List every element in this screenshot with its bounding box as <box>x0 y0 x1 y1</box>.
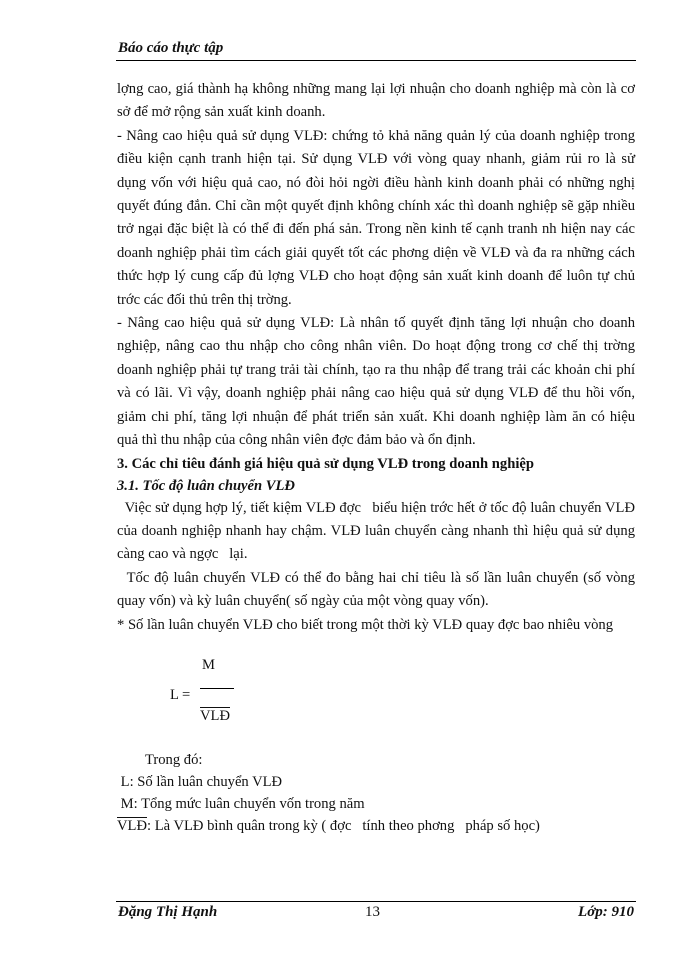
page-number: 13 <box>365 904 380 920</box>
formula-block <box>117 649 635 749</box>
formula-numerator: M <box>202 656 215 673</box>
paragraph-4: Việc sử dụng hợp lý, tiết kiệm VLĐ đợc biểu hiện trớc hết ở tốc độ luân chuyển VLĐ của doanh nghiệp nhanh hay chậm. VLĐ luân chuyển càng nhanh thì hiệu quả sử dụng càng cao và ngợc lại. <box>117 499 639 563</box>
section-heading-3: 3. Các chỉ tiêu đánh giá hiệu quả sử dụng VLĐ trong doanh nghiệp <box>117 455 534 472</box>
main-content <box>117 78 639 837</box>
paragraph-6: * Số lần luân chuyển VLĐ cho biết trong một thời kỳ VLĐ quay đợc bao nhiêu vòng <box>117 616 614 633</box>
where-label: Trong đó: <box>145 751 203 768</box>
definitions <box>117 749 635 837</box>
formula-denominator: $\overline{VLĐ}$ <box>200 707 230 724</box>
definition-m: M: Tổng mức luân chuyển vốn trong năm <box>117 795 365 812</box>
paragraph-3: - Nâng cao hiệu quả sử dụng VLĐ: Là nhân tố quyết định tăng lợi nhuận cho doanh nghiệp, nâng cao thu nhập cho công nhân viên. Do hoạt động trong cơ chế thị trờng doanh nghiệp phải tự trang trải tài chính, tạo ra thu nhập để trang trải các khoản chi phí và có lãi. Vì vậy, doanh nghiệp phải nâng cao hiệu quả sử dụng VLĐ để thu hồi vốn, giảm chi phí, tăng lợi nhuận để phát triển sản xuất. Khi doanh nghiệp làm ăn có hiệu quả thì thu nhập của công nhân viên đợc đảm bảo và ổn định. <box>117 315 635 449</box>
footer-class: Lớp: 910 <box>578 904 634 920</box>
paragraph-5: Tốc độ luân chuyển VLĐ có thể đo bằng hai chỉ tiêu là số lần luân chuyển (số vòng quay vốn) và kỳ luân chuyển( số ngày của một vòng quay vốn). <box>117 569 639 610</box>
definition-vld <box>117 815 635 837</box>
footer-rule <box>116 901 636 902</box>
paragraph-2: - Nâng cao hiệu quả sử dụng VLĐ: chứng tỏ khả năng quản lý của doanh nghiệp trong điều kiện cạnh tranh hiện tại. Sử dụng VLĐ với vòng quay nhanh, giảm rủi ro là sử dụng vốn với hiệu quả cao, nó đòi hỏi ngời điều hành kinh doanh phải có những nghị quyết đúng đắn. Chỉ cần một quyết định không chính xác thì doanh nghiệp sẽ gặp nhiều trở ngại đặc biệt là có thể đi đến phá sản. Trong nền kinh tế cạnh tranh nh hiện nay các doanh nghiệp phải tìm cách giải quyết tốt các phơng diện về VLĐ và đa ra những cách thức hợp lý cung cấp đủ lợng VLĐ cho hoạt động sản xuất kinh doanh để luôn tự chủ trớc các đối thủ trên thị trờng. <box>117 127 635 308</box>
fraction-bar <box>200 688 234 689</box>
definition-vld-text: : Là VLĐ bình quân trong kỳ ( đợc tính theo phơng pháp số học) <box>147 817 540 834</box>
paragraph-1: lợng cao, giá thành hạ không những mang lại lợi nhuận cho doanh nghiệp mà còn là cơ sở để mở rộng sản xuất kinh doanh. <box>117 81 635 121</box>
formula-lhs: L = <box>170 686 191 703</box>
footer-author: Đặng Thị Hạnh <box>118 904 218 920</box>
definition-l: L: Số lần luân chuyển VLĐ <box>117 773 283 790</box>
header-title: Báo cáo thực tập <box>118 40 224 56</box>
header-rule <box>116 60 636 61</box>
vld-symbol: $\overline{VLĐ}$ <box>117 817 147 834</box>
section-heading-3-1: 3.1. Tốc độ luân chuyển VLĐ <box>117 477 295 494</box>
